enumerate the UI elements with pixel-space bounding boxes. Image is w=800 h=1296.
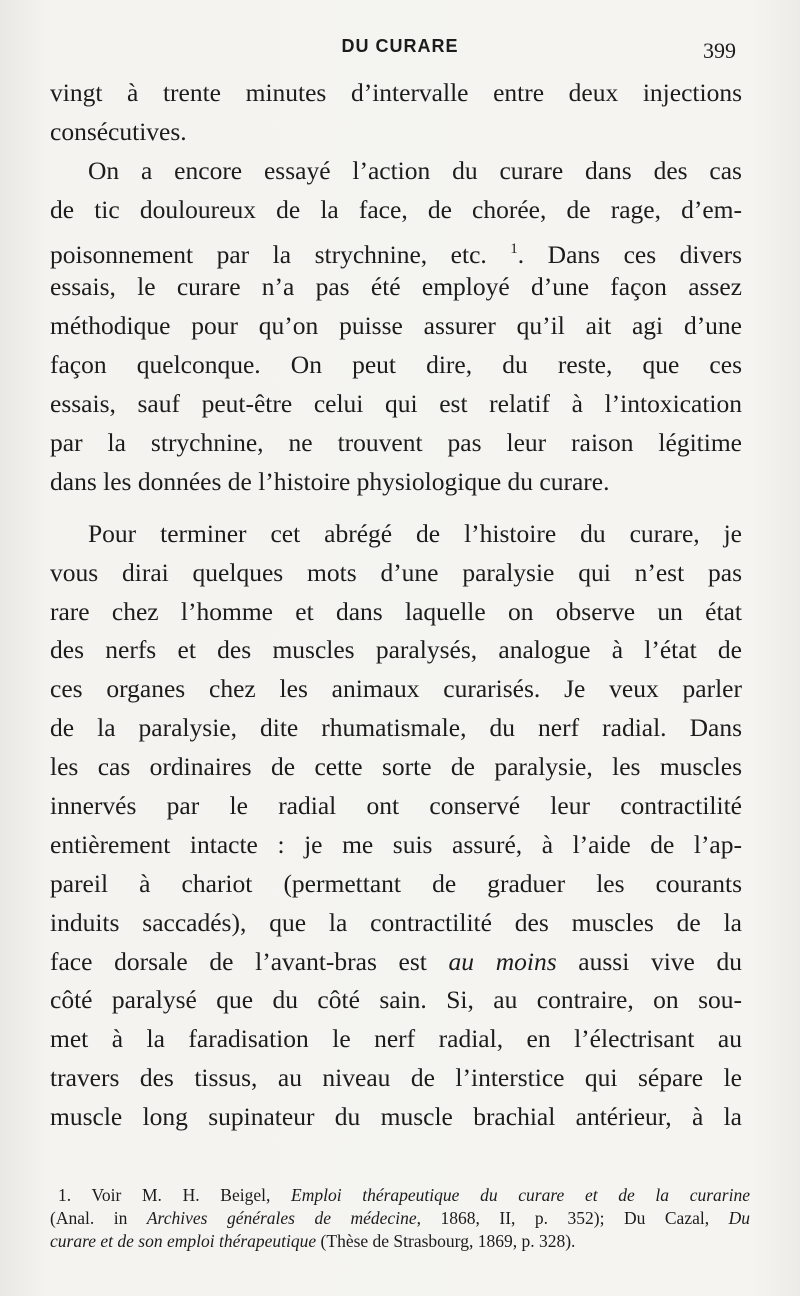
emphasis-text: au moins: [448, 946, 557, 976]
text-line: des nerfs et des muscles paralysés, analogue à l’état de: [50, 635, 742, 665]
text-line: par la strychnine, ne trouvent pas leur raison légitime: [50, 428, 742, 458]
text-segment: face dorsale de l’avant-bras est: [50, 946, 427, 976]
footnote-marker: 1.: [58, 1185, 72, 1205]
text-line: vingt à trente minutes d’intervalle entre deux injections: [50, 78, 742, 107]
text-line: rare chez l’homme et dans laquelle on observe un état: [50, 596, 742, 626]
text-line: consécutives.: [50, 116, 187, 146]
text-segment: poisonnement par la strychnine, etc.: [50, 239, 487, 269]
text-line: les cas ordinaires de cette sorte de paralysie, les muscles: [50, 752, 742, 782]
footnote-text: , 1868, II, p. 352); Du Cazal,: [416, 1208, 710, 1228]
text-line: [50, 230, 742, 269]
running-head: [0, 34, 800, 64]
running-title: DU CURARE: [341, 36, 459, 56]
text-line: vous dirai quelques mots d’une paralysie qui n’est pas: [50, 557, 742, 587]
text-line: côté paralysé que du côté sain. Si, au contraire, on sou-: [50, 985, 742, 1015]
footnote-line: [50, 1207, 750, 1230]
footnotes: [50, 1184, 750, 1253]
footnote-line: [50, 1230, 750, 1253]
text-line: essais, sauf peut-être celui qui est relatif à l’intoxication: [50, 389, 742, 419]
text-line: muscle long supinateur du muscle brachial antérieur, à la: [50, 1102, 742, 1132]
footnote-text: (Anal. in: [50, 1208, 128, 1228]
text-line: Pour terminer cet abrégé de l’histoire du curare, je: [88, 518, 742, 548]
footnote-title: curare et de son emploi thérapeutique: [50, 1231, 317, 1251]
text-line: entièrement intacte : je me suis assuré, à l’aide de l’ap-: [50, 829, 742, 859]
text-line: essais, le curare n’a pas été employé d’une façon assez: [50, 272, 742, 302]
text-segment: aussi vive du: [578, 946, 742, 976]
footnote-journal: Archives générales de médecine: [146, 1208, 417, 1228]
text-line: met à la faradisation le nerf radial, en l’électrisant au: [50, 1024, 742, 1054]
text-segment: . Dans ces divers: [517, 239, 742, 269]
text-line: méthodique pour qu’on puisse assurer qu’il ait agi d’une: [50, 311, 742, 341]
text-line: induits saccadés), que la contractilité des muscles de la: [50, 907, 742, 937]
footnote-text: (Thèse de Strasbourg, 1869, p. 328).: [320, 1231, 576, 1251]
text-line: façon quelconque. On peut dire, du reste, que ces: [50, 350, 742, 380]
text-line: pareil à chariot (permettant de graduer les courants: [50, 868, 742, 898]
text-line: On a encore essayé l’action du curare dans des cas: [88, 155, 742, 185]
body-text: [50, 74, 742, 1137]
footnote-text: Voir M. H. Beigel,: [91, 1185, 271, 1205]
footnote-title: Emploi thérapeutique du curare et de la curarine: [291, 1185, 750, 1205]
text-line: [50, 943, 742, 982]
text-line: innervés par le radial ont conservé leur contractilité: [50, 791, 742, 821]
text-line: dans les données de l’histoire physiologique du curare.: [50, 466, 610, 496]
text-line: ces organes chez les animaux curarisés. Je veux parler: [50, 674, 742, 704]
footnote-line: [50, 1184, 750, 1207]
footnote-reference: 1: [510, 240, 518, 257]
text-line: de tic douloureux de la face, de chorée, de rage, d’em-: [50, 194, 742, 224]
page-number: 399: [703, 38, 736, 63]
text-line: de la paralysie, dite rhumatismale, du nerf radial. Dans: [50, 713, 742, 743]
paragraph-gap: [50, 502, 742, 515]
footnote-title: Du: [728, 1208, 750, 1228]
text-line: travers des tissus, au niveau de l’interstice qui sépare le: [50, 1063, 742, 1093]
